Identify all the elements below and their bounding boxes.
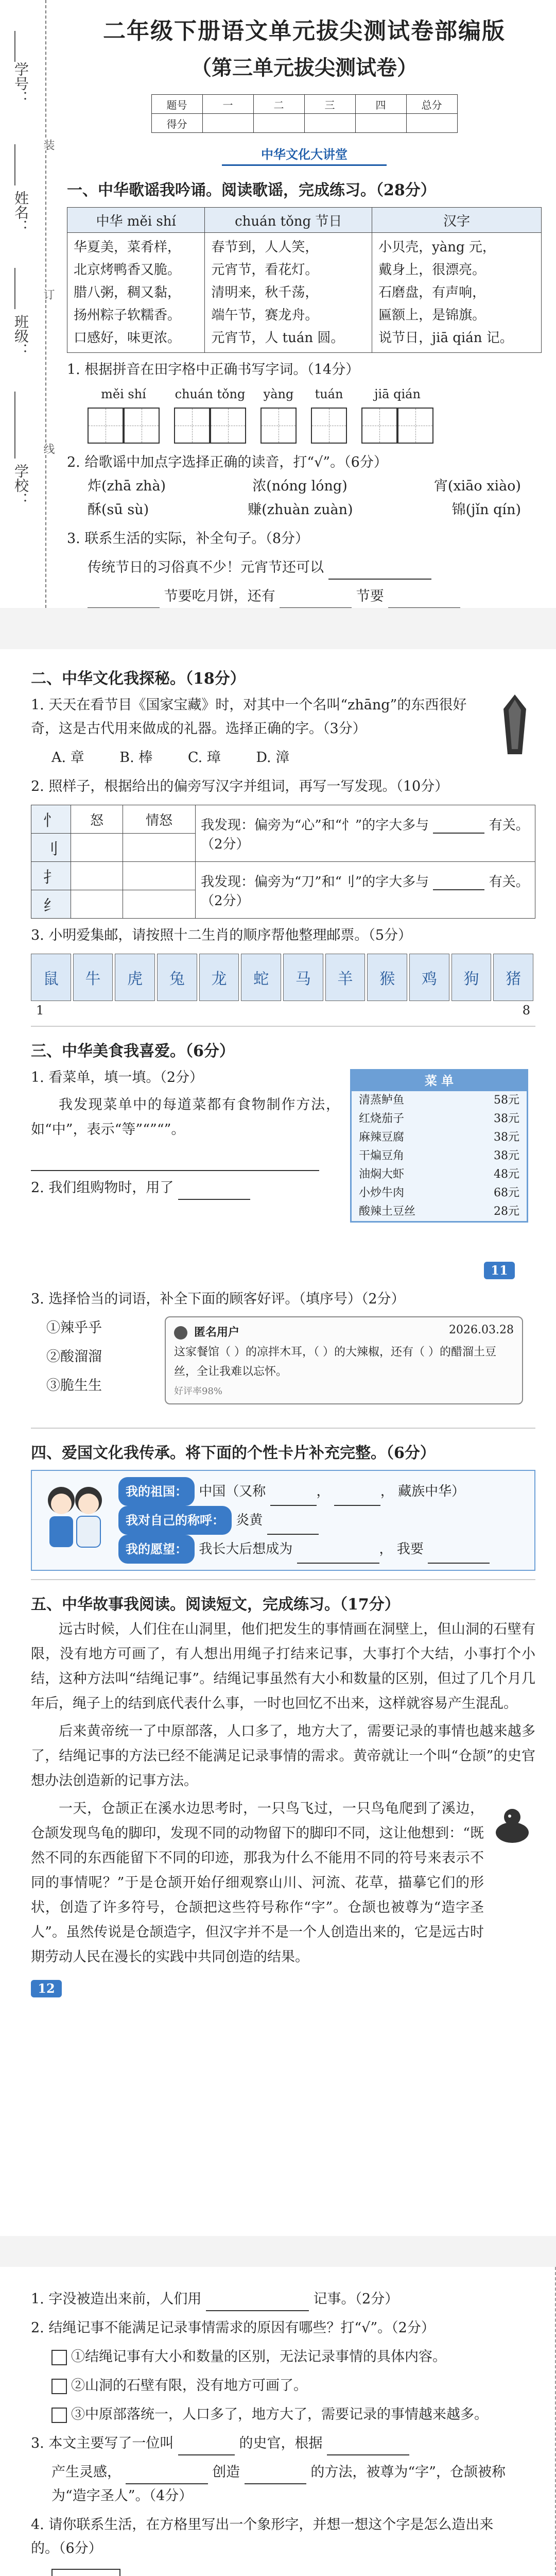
dish-price: 58元 bbox=[494, 1094, 519, 1107]
song-line: 匾额上，是锦旗。 bbox=[378, 308, 486, 323]
song-line: 春节到，人人笑， bbox=[211, 240, 319, 255]
menu-item bbox=[352, 1091, 527, 1110]
zodiac-stamp[interactable]: 兔 bbox=[157, 954, 197, 1001]
menu-item bbox=[352, 1128, 527, 1147]
page-subtitle: （第三单元拔尖测试卷） bbox=[191, 56, 418, 80]
sheet-2 bbox=[0, 649, 556, 2236]
dish-name: 小炒牛肉 bbox=[359, 1187, 405, 1199]
section-4-title: 四、爱国文化我传承。将下面的个性卡片补充完整。（6分） bbox=[31, 1444, 436, 1462]
question-1-3: 3. 联系生活的实际，补全句子。（8分） bbox=[67, 531, 309, 547]
section-5-title: 五、中华故事我阅读。阅读短文，完成练习。（17分） bbox=[31, 1596, 400, 1614]
profile-row bbox=[118, 1506, 528, 1535]
choice-option[interactable]: ②酸溜溜 bbox=[46, 1349, 102, 1365]
zodiac-stamp[interactable]: 猪 bbox=[493, 954, 533, 1001]
stamp-ruler bbox=[31, 1003, 535, 1018]
radical-cell: 扌 bbox=[31, 862, 71, 890]
menu-item bbox=[352, 1202, 527, 1221]
song-cell bbox=[67, 233, 205, 353]
divider bbox=[31, 1579, 535, 1580]
answer-blank[interactable] bbox=[178, 1183, 250, 1200]
song-col-header: 汉字 bbox=[372, 208, 542, 233]
char-cell[interactable] bbox=[71, 862, 123, 890]
sentence-text: 节要吃月饼，还有 bbox=[164, 588, 275, 604]
song-line: 小贝壳，yàng 元， bbox=[378, 240, 496, 255]
zodiac-stamp[interactable]: 蛇 bbox=[241, 954, 281, 1001]
zodiac-stamp[interactable]: 虎 bbox=[115, 954, 155, 1001]
tian-group bbox=[311, 387, 347, 446]
song-line: 端午节，赛龙舟。 bbox=[211, 308, 319, 323]
binding-mark: 线 bbox=[40, 443, 56, 454]
zodiac-stamp[interactable]: 马 bbox=[283, 954, 323, 1001]
song-line: 元宵节，看花灯。 bbox=[211, 262, 319, 278]
profile-text: 中国（又称 bbox=[199, 1484, 266, 1499]
binding-mark: 装 bbox=[40, 139, 56, 150]
tian-box[interactable] bbox=[361, 408, 397, 444]
song-col-header: 中华 měi shí bbox=[67, 208, 205, 233]
answer-line bbox=[67, 556, 542, 580]
song-col-header: chuán tǒng 节日 bbox=[205, 208, 372, 233]
radical-cell: 刂 bbox=[31, 834, 71, 862]
page-title: 二年级下册语文单元拔尖测试卷部编版 bbox=[103, 18, 506, 44]
cangjie-illustration-icon bbox=[489, 1802, 535, 1848]
song-line: 石磨盘，有声响， bbox=[378, 285, 486, 300]
song-table bbox=[67, 207, 542, 353]
dish-price: 48元 bbox=[494, 1168, 519, 1181]
question-text: 1. 字没被造出来前，人们用 bbox=[31, 2291, 202, 2307]
checkbox-option[interactable] bbox=[51, 2345, 520, 2369]
score-table bbox=[151, 94, 458, 133]
story-paragraph: 远古时候，人们住在山洞里，他们把发生的事情画在洞壁上，但山洞的石壁有限，没有地方可画了，有人想出用绳子打结来记事，大事打个大结，小事打个小结，这种方法叫“结绳记事”。结绳记事虽然有大小和数量的区别，但过了几个月几年后，绳子上的结到底代表什么事，一时也回忆不出来，这样就容易产生混乱。 bbox=[31, 1621, 535, 1711]
answer-line bbox=[31, 1147, 340, 1171]
question-text: 的史官，根据 bbox=[239, 2435, 323, 2451]
zodiac-stamp[interactable]: 牛 bbox=[73, 954, 113, 1001]
dish-name: 红烧茄子 bbox=[359, 1112, 405, 1125]
question-5-1 bbox=[31, 2287, 520, 2311]
word-cell: 情怒 bbox=[123, 805, 196, 834]
song-cell bbox=[205, 233, 372, 353]
score-cell[interactable] bbox=[406, 114, 457, 133]
pinyin: jiā qián bbox=[374, 387, 421, 401]
question-text: 产生灵感， bbox=[51, 2464, 121, 2480]
pron-option[interactable]: 赚(zhuàn zuàn) bbox=[248, 502, 353, 518]
pron-option[interactable]: 浓(nóng lóng) bbox=[252, 478, 348, 494]
dish-price: 28元 bbox=[494, 1205, 519, 1218]
checkbox[interactable] bbox=[51, 2379, 67, 2394]
score-header: 一 bbox=[202, 95, 253, 114]
answer-blank[interactable] bbox=[178, 2439, 235, 2455]
char-cell[interactable] bbox=[71, 834, 123, 862]
radical-cell: 纟 bbox=[31, 890, 71, 919]
radical-table bbox=[31, 805, 535, 919]
dish-price: 68元 bbox=[494, 1187, 519, 1199]
pron-option[interactable]: 宵(xiāo xiào) bbox=[433, 478, 521, 494]
question-5-3 bbox=[31, 2432, 520, 2455]
answer-blank[interactable] bbox=[280, 592, 352, 608]
question-1-1: 1. 根据拼音在田字格中正确书写字词。（14分） bbox=[67, 362, 360, 378]
pron-option[interactable]: 炸(zhā zhà) bbox=[88, 478, 166, 494]
discovery-text: 我发现：偏旁为“心”和“忄”的字大多与 bbox=[201, 817, 429, 833]
binding-line-right bbox=[540, 2267, 556, 2576]
jade-artifact-icon bbox=[499, 693, 530, 755]
choice-option[interactable]: B. 棒 bbox=[119, 750, 153, 766]
song-line: 说节日，jiā qián 记。 bbox=[378, 330, 513, 346]
song-line: 清明来，秋千荡， bbox=[211, 285, 319, 300]
pinyin: měi shí bbox=[101, 387, 146, 401]
class-field[interactable] bbox=[14, 268, 15, 309]
section-2-title: 二、中华文化我探秘。（18分） bbox=[31, 670, 246, 688]
pronunciation-options bbox=[67, 474, 542, 498]
profile-text: 藏族中华） bbox=[398, 1484, 465, 1499]
question-5-2: 2. 结绳记事不能满足记录事情需求的原因有哪些？打“√”。（2分） bbox=[31, 2320, 435, 2336]
tian-box[interactable] bbox=[124, 408, 160, 444]
dish-price: 38元 bbox=[494, 1112, 519, 1125]
discovery-cell bbox=[196, 862, 535, 919]
menu-question bbox=[31, 1066, 340, 1200]
dish-name: 麻辣豆腐 bbox=[359, 1131, 405, 1144]
checkbox[interactable] bbox=[51, 2408, 67, 2423]
song-line: 华夏美，菜肴样， bbox=[74, 240, 181, 255]
tian-grid-row bbox=[67, 387, 542, 446]
pronunciation-options bbox=[67, 498, 542, 522]
checkbox-label: ①结绳记事有大小和数量的区别，无法记录事情的具体内容。 bbox=[71, 2349, 446, 2365]
song-line: 腊八粥，稠又黏， bbox=[74, 285, 181, 300]
class-label: 班级： bbox=[12, 314, 29, 358]
tian-box[interactable] bbox=[88, 408, 124, 444]
choice-option[interactable]: C. 璋 bbox=[187, 750, 221, 766]
student-id-label: 学号： bbox=[12, 62, 29, 105]
tian-box[interactable] bbox=[311, 408, 347, 444]
score-header: 题号 bbox=[151, 95, 202, 114]
review-header bbox=[174, 1324, 514, 1340]
menu-question-wrap bbox=[31, 1066, 535, 1282]
school-field[interactable] bbox=[14, 392, 15, 459]
question-2-3: 3. 小明爱集邮，请按照十二生肖的顺序帮他整理邮票。（5分） bbox=[31, 927, 412, 943]
review-wrap bbox=[31, 1316, 535, 1419]
profile-row: 我的愿望： 我长大后想成为 ， 我要 bbox=[118, 1535, 528, 1564]
menu-item bbox=[352, 1147, 527, 1165]
tian-box[interactable] bbox=[397, 408, 433, 444]
dish-name: 清蒸鲈鱼 bbox=[359, 1094, 405, 1107]
discovery-text: 有关。（2分） bbox=[201, 874, 529, 909]
review-user bbox=[174, 1324, 239, 1340]
zodiac-stamp[interactable]: 龙 bbox=[199, 954, 239, 1001]
song-line: 扬州粽子软糯香。 bbox=[74, 308, 181, 323]
answer-blank[interactable] bbox=[126, 2468, 208, 2484]
zodiac-stamp[interactable]: 猴 bbox=[367, 954, 407, 1001]
checkbox-option[interactable] bbox=[51, 2403, 520, 2427]
checkbox-option[interactable] bbox=[51, 2374, 520, 2398]
char-cell[interactable] bbox=[71, 890, 123, 919]
score-label: 得分 bbox=[151, 114, 202, 133]
tian-group bbox=[361, 387, 433, 446]
score-header: 总分 bbox=[406, 95, 457, 114]
checkbox-label: ③中原部落统一，人口多了，地方大了，需要记录的事情越来越多。 bbox=[71, 2406, 488, 2422]
question-3-2 bbox=[31, 1176, 340, 1200]
story-paragraph-wrap bbox=[31, 1797, 535, 1970]
tian-box[interactable] bbox=[174, 408, 210, 444]
review-text: 这家餐馆（ ）的凉拌木耳，（ ）的大辣椒，还有（ ）的醋溜土豆丝，全让我难以忘怀。 bbox=[174, 1346, 496, 1378]
avatar bbox=[174, 1326, 187, 1340]
song-line: 元宵节，人 tuán 圆。 bbox=[211, 330, 344, 346]
profile-label: 我的愿望： bbox=[118, 1535, 195, 1564]
menu-title: 菜 单 bbox=[352, 1071, 527, 1091]
profile-card bbox=[31, 1470, 535, 1571]
profile-label: 我的祖国： bbox=[118, 1477, 195, 1506]
sentence-text: 节要 bbox=[356, 588, 384, 604]
answer-blank[interactable] bbox=[31, 1155, 319, 1171]
q21-wrap bbox=[31, 693, 535, 741]
binding-line bbox=[45, 0, 46, 608]
answer-blank[interactable] bbox=[433, 817, 484, 834]
score-cell[interactable] bbox=[304, 114, 355, 133]
score-cell[interactable] bbox=[202, 114, 253, 133]
song-cell bbox=[372, 233, 542, 353]
page-gap bbox=[0, 608, 556, 649]
tian-box[interactable] bbox=[260, 408, 297, 444]
question-5-4: 4. 请你联系生活，在方格里写出一个象形字，并想一想这个字是怎么造出来的。（6分） bbox=[31, 2517, 494, 2556]
checkbox[interactable] bbox=[51, 2350, 67, 2365]
discovery-text: 有关。（2分） bbox=[201, 817, 529, 852]
tian-group bbox=[260, 387, 297, 446]
answer-blank[interactable] bbox=[270, 1489, 317, 1506]
profile-text: 我要 bbox=[396, 1541, 424, 1557]
char-cell: 怒 bbox=[71, 805, 123, 834]
answer-blank[interactable] bbox=[328, 563, 431, 580]
question-text: 2. 我们组购物时，用了 bbox=[31, 1180, 174, 1196]
answer-blank[interactable] bbox=[433, 874, 484, 890]
zodiac-stamp[interactable]: 鼠 bbox=[31, 954, 71, 1001]
discovery-text: 我发现：偏旁为“刀”和“刂”的字大多与 bbox=[201, 874, 429, 890]
student-id-field[interactable] bbox=[14, 31, 15, 62]
divider bbox=[31, 1428, 535, 1429]
answer-blank[interactable] bbox=[388, 592, 460, 608]
sheet-1 bbox=[0, 0, 556, 608]
score-cell[interactable] bbox=[355, 114, 406, 133]
score-header: 二 bbox=[253, 95, 304, 114]
pron-option[interactable]: 酥(sū sù) bbox=[88, 502, 149, 518]
tian-group bbox=[88, 387, 160, 446]
question-text: 3. 本文主要写了一位叫 bbox=[31, 2435, 174, 2451]
sheet-3 bbox=[0, 2267, 556, 2576]
school-label: 学校： bbox=[12, 464, 29, 507]
answer-blank[interactable] bbox=[327, 2439, 409, 2455]
question-5-3-cont bbox=[31, 2461, 520, 2508]
choice-option[interactable]: ③脆生生 bbox=[46, 1378, 102, 1394]
review-card bbox=[165, 1316, 523, 1404]
name-field[interactable] bbox=[14, 144, 15, 185]
review-date: 2026.03.28 bbox=[449, 1324, 514, 1336]
pictograph-box[interactable] bbox=[51, 2569, 120, 2576]
answer-blank[interactable] bbox=[245, 2468, 306, 2484]
dish-name: 干煸豆角 bbox=[359, 1149, 405, 1162]
children-illustration-icon bbox=[38, 1477, 110, 1554]
song-line: 戴身上，很漂亮。 bbox=[378, 262, 486, 278]
score-header: 四 bbox=[355, 95, 406, 114]
zodiac-stamp[interactable]: 羊 bbox=[325, 954, 366, 1001]
score-header: 三 bbox=[304, 95, 355, 114]
answer-blank[interactable] bbox=[428, 1547, 490, 1564]
profile-label: 我对自己的称呼： bbox=[118, 1506, 232, 1535]
radical-cell: 忄 bbox=[31, 805, 71, 834]
option-row bbox=[31, 746, 535, 770]
question-1-2: 2. 给歌谣中加点字选择正确的读音，打“√”。（6分） bbox=[67, 454, 388, 470]
page-number: 11 bbox=[484, 1262, 515, 1279]
menu-item bbox=[352, 1110, 527, 1128]
choice-option[interactable]: A. 章 bbox=[51, 750, 84, 766]
binding-margin bbox=[0, 0, 57, 608]
question-2-2: 2. 照样子，根据给出的偏旁写汉字并组词，再写一写发现。（10分） bbox=[31, 778, 449, 794]
zodiac-stamp[interactable]: 鸡 bbox=[409, 954, 449, 1001]
checkbox-options bbox=[31, 2345, 520, 2427]
stamp-row bbox=[31, 954, 535, 1001]
dish-price: 38元 bbox=[494, 1131, 519, 1144]
choice-option[interactable]: ①辣乎乎 bbox=[46, 1320, 102, 1336]
discovery-cell bbox=[196, 805, 535, 862]
word-cell[interactable] bbox=[123, 834, 196, 862]
question-3-3: 3. 选择恰当的词语，补全下面的顾客好评。（填序号）（2分） bbox=[31, 1291, 405, 1307]
divider bbox=[31, 1026, 535, 1027]
pictograph-area bbox=[31, 2569, 520, 2576]
question-2-1: 1. 天天在看节目《国家宝藏》时，对其中一个名叫“zhāng”的东西很好奇，这是古代用来做成的礼器。选择正确的字。（3分） bbox=[31, 697, 467, 737]
pinyin: tuán bbox=[315, 387, 343, 401]
profile-text: 炎黄 bbox=[236, 1513, 263, 1528]
answer-blank[interactable] bbox=[334, 1489, 380, 1506]
song-line: 口感好，味更浓。 bbox=[74, 330, 181, 346]
binding-mark: 订 bbox=[40, 289, 56, 300]
question-text: 的方法，被尊为“字”，仓颉被称为“造字圣人”。（4分） bbox=[51, 2464, 506, 2504]
zodiac-stamp[interactable]: 狗 bbox=[451, 954, 492, 1001]
section-3-title: 三、中华美食我喜爱。（6分） bbox=[31, 1042, 235, 1060]
section-banner: 中华文化大讲堂 bbox=[222, 144, 387, 166]
word-cell[interactable] bbox=[123, 862, 196, 890]
answer-blank[interactable] bbox=[206, 2295, 309, 2311]
checkbox-label: ②山洞的石壁有限，没有地方可画了。 bbox=[71, 2378, 307, 2394]
profile-fields bbox=[110, 1477, 528, 1564]
page-gap bbox=[0, 2236, 556, 2267]
profile-row: 我的祖国： 中国（又称 ， ， 藏族中华） bbox=[118, 1477, 528, 1506]
sentence-text: 传统节日的习俗真不少！元宵节还可以 bbox=[88, 560, 324, 575]
question-3-1-text: 我发现菜单中的每道菜都有食物制作方法，如“中”，表示“等”“”“”。 bbox=[31, 1097, 340, 1138]
ruler-mark: 1 bbox=[36, 1003, 44, 1018]
section-1-title: 一、中华歌谣我吟诵。阅读歌谣，完成练习。（28分） bbox=[67, 181, 436, 199]
menu-item bbox=[352, 1184, 527, 1202]
profile-text: 我长大后想成为 bbox=[199, 1541, 293, 1557]
menu-item bbox=[352, 1165, 527, 1184]
question-text: 创造 bbox=[212, 2464, 240, 2480]
pron-option[interactable]: 锦(jǐn qín) bbox=[451, 502, 521, 518]
choice-option[interactable]: D. 漳 bbox=[256, 750, 290, 766]
review-tags: 好评率98% bbox=[174, 1386, 223, 1397]
name-label: 姓名： bbox=[12, 191, 29, 234]
word-cell[interactable] bbox=[123, 890, 196, 919]
song-line: 北京烤鸭香又脆。 bbox=[74, 262, 181, 278]
pinyin: chuán tǒng bbox=[175, 387, 246, 401]
question-3-1: 1. 看菜单，填一填。（2分） bbox=[31, 1070, 204, 1086]
ruler-mark: 8 bbox=[522, 1003, 530, 1018]
tian-group bbox=[174, 387, 246, 446]
answer-blank[interactable] bbox=[88, 592, 160, 608]
answer-blank[interactable] bbox=[267, 1518, 319, 1535]
tian-box[interactable] bbox=[210, 408, 246, 444]
page-number: 12 bbox=[31, 1980, 62, 1997]
menu-card bbox=[350, 1069, 528, 1223]
dish-name: 酸辣土豆丝 bbox=[359, 1205, 416, 1218]
answer-blank[interactable] bbox=[297, 1547, 379, 1564]
answer-line bbox=[67, 585, 542, 608]
question-text: 记事。（2分） bbox=[313, 2291, 399, 2307]
story-paragraph: 后来黄帝统一了中原部落，人口多了，地方大了，需要记录的事情也越来越多了，结绳记事的方法已经不能满足记录事情的需求。黄帝就让一个叫“仓颉”的史官想办法创造新的记事方法。 bbox=[31, 1723, 535, 1789]
review-user-name: 匿名用户 bbox=[194, 1326, 240, 1339]
dish-name: 油焖大虾 bbox=[359, 1168, 405, 1181]
dish-price: 38元 bbox=[494, 1149, 519, 1162]
story-paragraph: 一天，仓颉正在溪水边思考时，一只鸟飞过，一只鸟龟爬到了溪边，仓颉发现鸟龟的脚印，发现不同的动物留下的脚印不同，这让他想到：“既然不同的东西能留下不同的印迹，那我为什么不能用不同的符号来表示不同的事情呢？”于是仓颉开始仔细观察山川、河流、花草，描摹它们的形状，创造了许多符号，仓颉把这些符号称作“字”。仓颉也被尊为“造字圣人”。虽然传说是仓颉造字，但汉字并不是一个人创造出来的，它是远古时期劳动人民在漫长的实践中共同创造的结果。 bbox=[31, 1801, 484, 1965]
pinyin: yàng bbox=[263, 387, 294, 401]
score-cell[interactable] bbox=[253, 114, 304, 133]
